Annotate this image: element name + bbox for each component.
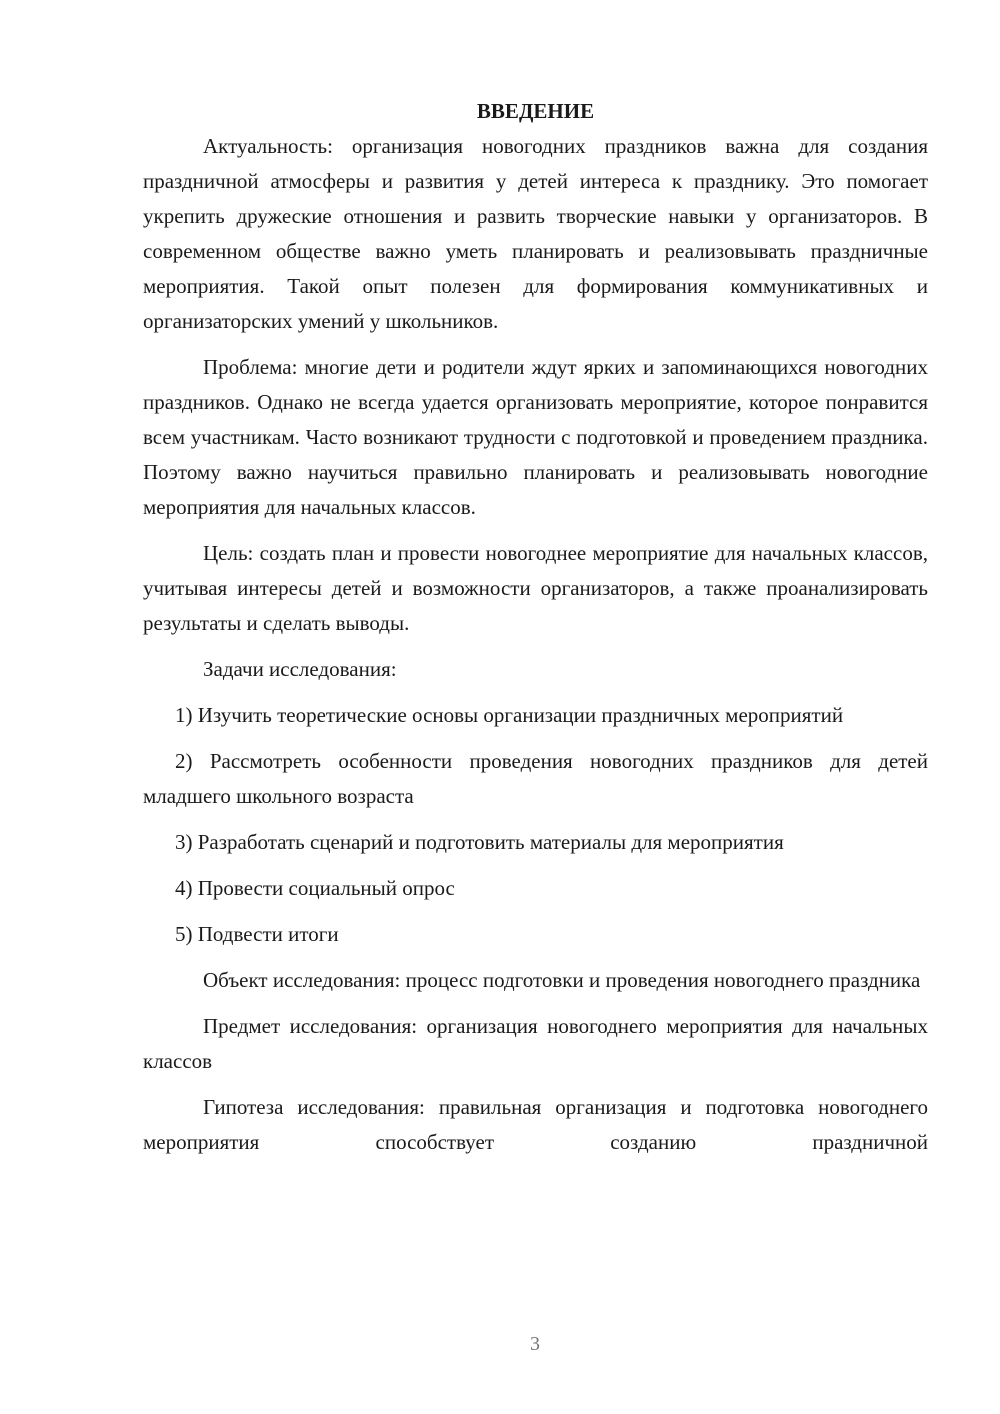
object-paragraph: Объект исследования: процесс подготовки и проведения новогоднего праздника [203,968,921,992]
hypothesis-paragraph: Гипотеза исследования: правильная организация и подготовка новогоднего мероприятия способствует созданию праздничной [143,1095,928,1154]
subject-paragraph: Предмет исследования: организация новогоднего мероприятия для начальных классов [143,1014,928,1073]
tasks-title: Задачи исследования: [203,657,397,681]
document-page [143,94,928,1171]
section-heading: ВВЕДЕНИЕ [476,99,595,123]
goal-paragraph: Цель: создать план и провести новогоднее мероприятие для начальных классов, учитывая интересы детей и возможности организаторов, а также проанализировать результаты и сделать выводы. [143,541,928,635]
task-item-1: 1) Изучить теоретические основы организации праздничных мероприятий [175,703,844,727]
task-item-4: 4) Провести социальный опрос [175,876,455,900]
task-item-5: 5) Подвести итоги [175,922,339,946]
page-number: 3 [530,1333,540,1355]
problem-paragraph: Проблема: многие дети и родители ждут ярких и запоминающихся новогодних праздников. Однако не всегда удается организовать мероприятие, которое понравится всем участникам. Часто возникают трудности с подготовкой и проведением праздника. Поэтому важно научиться правильно планировать и реализовывать новогодние мероприятия для начальных классов. [143,355,928,519]
task-item-2: 2) Рассмотреть особенности проведения новогодних праздников для детей младшего школьного возраста [143,749,928,808]
task-item-3: 3) Разработать сценарий и подготовить материалы для мероприятия [175,830,784,854]
relevance-paragraph: Актуальность: организация новогодних праздников важна для создания праздничной атмосферы и развития у детей интереса к празднику. Это помогает укрепить дружеские отношения и развить творческие навыки у организаторов. В современном обществе важно уметь планировать и реализовывать праздничные мероприятия. Такой опыт полезен для формирования коммуникативных и организаторских умений у школьников. [143,134,928,333]
